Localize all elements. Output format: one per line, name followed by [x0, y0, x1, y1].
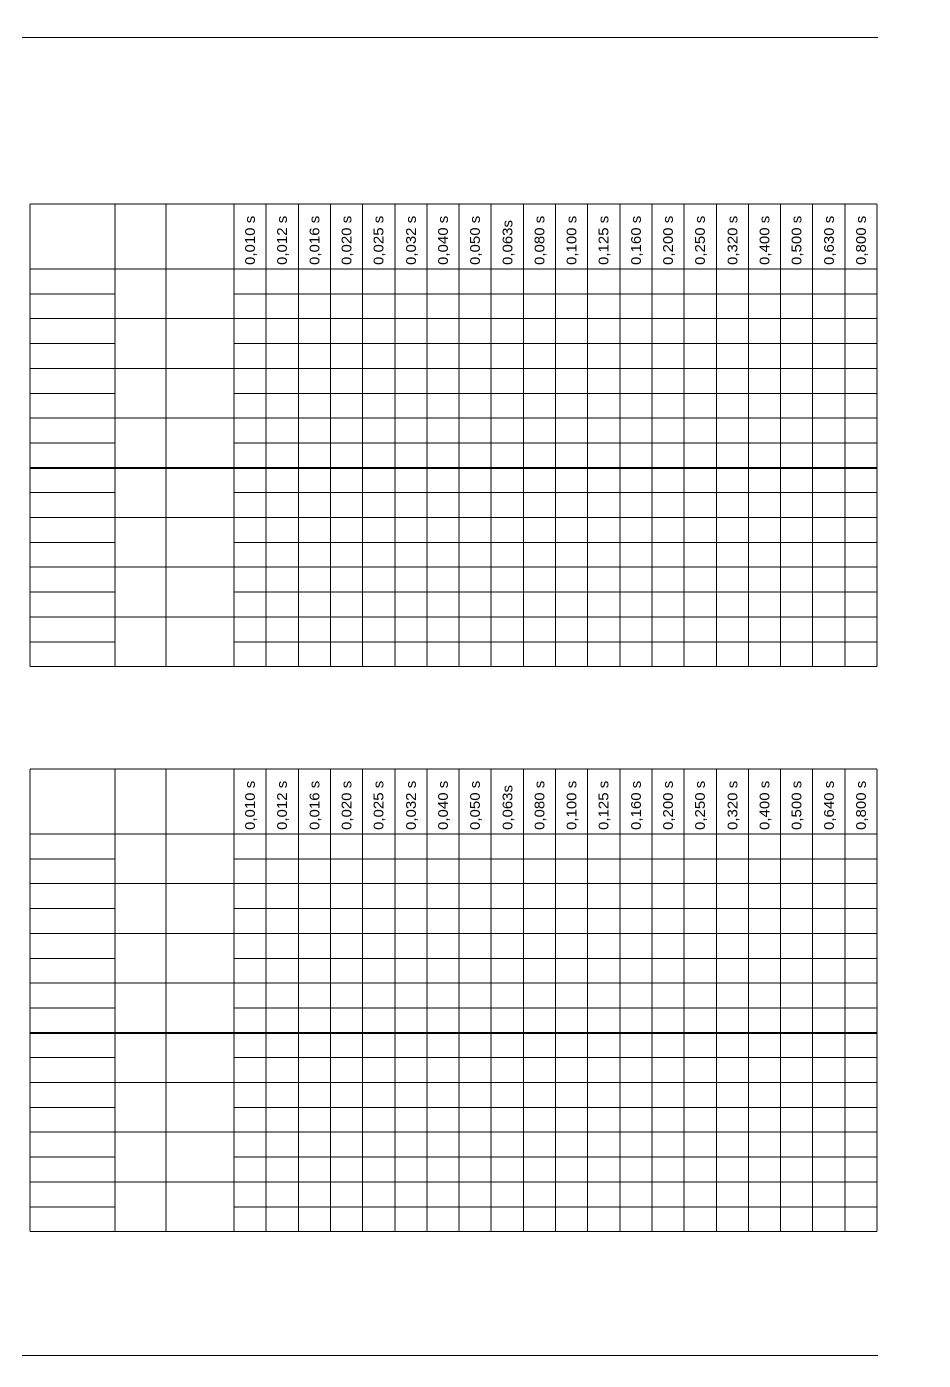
time-column-header: 0,125 s	[595, 780, 613, 830]
time-column-header: 0,032 s	[402, 215, 420, 265]
time-column-header: 0,012 s	[274, 780, 292, 830]
time-column-header: 0,125 s	[595, 215, 613, 265]
time-column-header: 0,630 s	[820, 215, 838, 265]
time-column-header: 0,016 s	[306, 780, 324, 830]
time-column-header: 0,063s	[499, 219, 517, 265]
time-column-header: 0,250 s	[692, 780, 710, 830]
top-rule	[22, 37, 878, 38]
time-column-header: 0,500 s	[788, 780, 806, 830]
timing-table-2	[30, 769, 880, 1234]
time-column-header: 0,010 s	[242, 780, 260, 830]
time-column-header: 0,400 s	[756, 780, 774, 830]
time-column-header: 0,050 s	[467, 780, 485, 830]
time-column-header: 0,640 s	[820, 780, 838, 830]
time-column-header: 0,040 s	[434, 780, 452, 830]
time-column-header: 0,080 s	[531, 215, 549, 265]
time-column-header: 0,500 s	[788, 215, 806, 265]
time-column-header: 0,025 s	[370, 215, 388, 265]
time-column-header: 0,020 s	[338, 215, 356, 265]
time-column-header: 0,160 s	[627, 215, 645, 265]
bottom-rule	[22, 1355, 878, 1356]
time-column-header: 0,320 s	[724, 215, 742, 265]
time-column-header: 0,800 s	[852, 215, 870, 265]
time-column-header: 0,016 s	[306, 215, 324, 265]
time-column-header: 0,800 s	[852, 780, 870, 830]
time-column-header: 0,032 s	[402, 780, 420, 830]
time-column-header: 0,020 s	[338, 780, 356, 830]
timing-table-1	[30, 204, 880, 669]
time-column-header: 0,250 s	[692, 215, 710, 265]
time-column-header: 0,063s	[499, 784, 517, 830]
time-column-header: 0,100 s	[563, 215, 581, 265]
time-column-header: 0,400 s	[756, 215, 774, 265]
time-column-header: 0,080 s	[531, 780, 549, 830]
time-column-header: 0,050 s	[467, 215, 485, 265]
time-column-header: 0,025 s	[370, 780, 388, 830]
time-column-header: 0,040 s	[434, 215, 452, 265]
time-column-header: 0,160 s	[627, 780, 645, 830]
time-column-header: 0,012 s	[274, 215, 292, 265]
time-column-header: 0,200 s	[660, 215, 678, 265]
time-column-header: 0,010 s	[242, 215, 260, 265]
time-column-header: 0,200 s	[660, 780, 678, 830]
time-column-header: 0,100 s	[563, 780, 581, 830]
time-column-header: 0,320 s	[724, 780, 742, 830]
